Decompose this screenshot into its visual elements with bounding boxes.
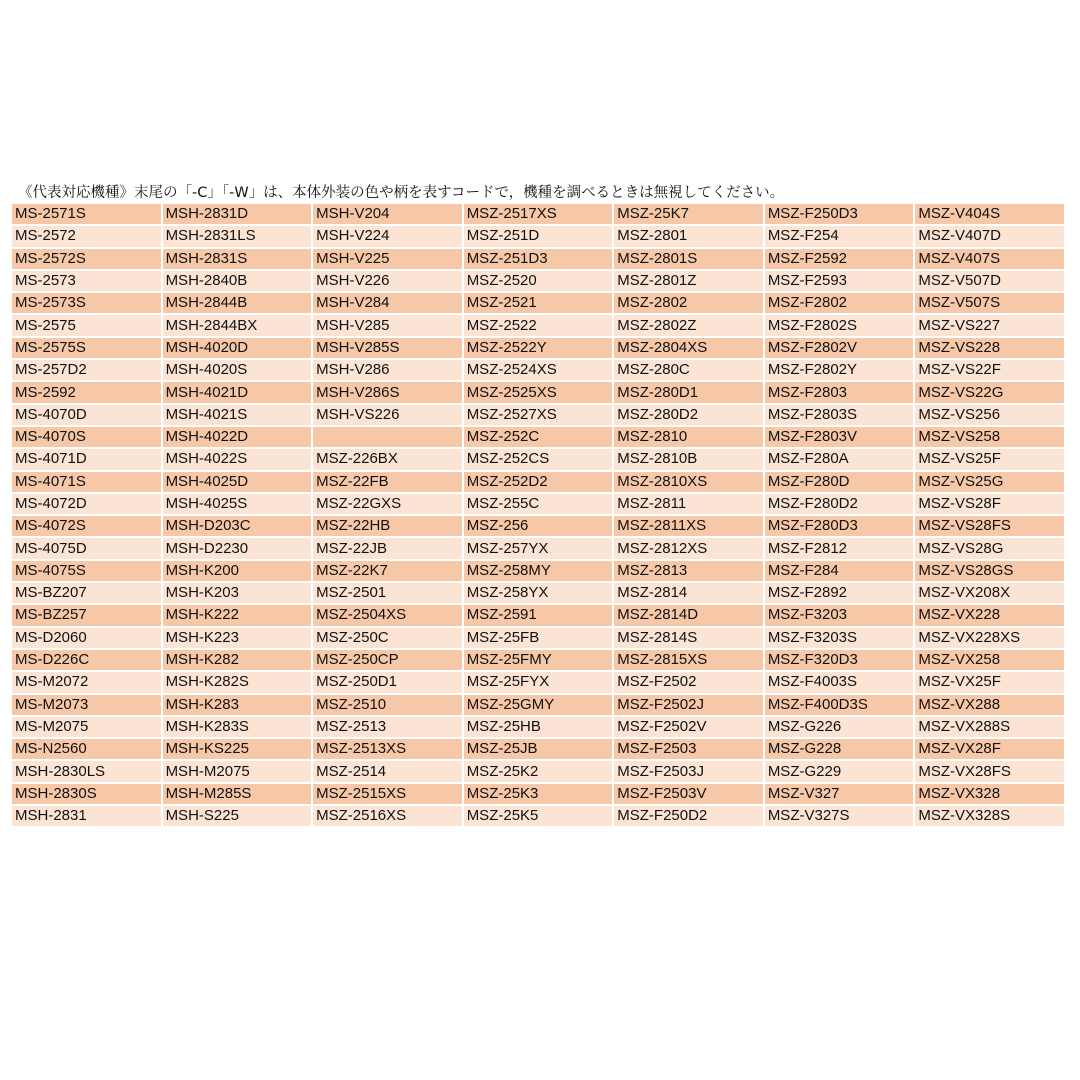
model-cell: MSZ-250CP — [313, 650, 462, 670]
model-cell: MSZ-2524XS — [464, 360, 613, 380]
model-cell: MSZ-VX208X — [915, 583, 1064, 603]
model-cell: MS-D2060 — [12, 628, 161, 648]
table-row — [12, 293, 1064, 313]
model-cell: MSZ-280C — [614, 360, 763, 380]
model-cell: MSZ-VX288 — [915, 695, 1064, 715]
model-cell: MS-2575 — [12, 315, 161, 335]
model-cell: MSZ-2802Z — [614, 315, 763, 335]
model-cell: MSZ-VX28FS — [915, 761, 1064, 781]
table-row — [12, 806, 1064, 826]
model-cell: MSZ-F2803V — [765, 427, 914, 447]
model-cell: MSZ-F280D2 — [765, 494, 914, 514]
model-cell: MSH-V224 — [313, 226, 462, 246]
model-cell: MS-4075S — [12, 561, 161, 581]
table-row — [12, 538, 1064, 558]
model-cell: MSZ-2801 — [614, 226, 763, 246]
model-cell: MS-257D2 — [12, 360, 161, 380]
model-cell: MS-2575S — [12, 338, 161, 358]
model-cell: MSZ-F280D3 — [765, 516, 914, 536]
model-cell: MSH-K203 — [163, 583, 312, 603]
model-cell: MSH-4021S — [163, 405, 312, 425]
model-cell: MS-4070D — [12, 405, 161, 425]
model-cell: MSH-4025S — [163, 494, 312, 514]
model-cell: MSH-2844B — [163, 293, 312, 313]
model-cell: MSH-K282 — [163, 650, 312, 670]
model-cell: MSH-K282S — [163, 672, 312, 692]
model-cell: MSZ-F280D — [765, 472, 914, 492]
model-cell: MSH-K200 — [163, 561, 312, 581]
model-cell: MSH-D203C — [163, 516, 312, 536]
model-cell: MSH-4022D — [163, 427, 312, 447]
table-row — [12, 605, 1064, 625]
model-cell: MSZ-2804XS — [614, 338, 763, 358]
model-cell: MSZ-F2803S — [765, 405, 914, 425]
model-cell: MSZ-F2592 — [765, 249, 914, 269]
model-cell: MSH-V286 — [313, 360, 462, 380]
table-row — [12, 449, 1064, 469]
model-cell: MS-BZ207 — [12, 583, 161, 603]
model-cell: MS-2573S — [12, 293, 161, 313]
table-row — [12, 695, 1064, 715]
compatible-models-table — [10, 202, 1066, 828]
model-cell: MSZ-2525XS — [464, 382, 613, 402]
model-cell: MSZ-2527XS — [464, 405, 613, 425]
model-cell: MSZ-2815XS — [614, 650, 763, 670]
model-cell: MSZ-2802 — [614, 293, 763, 313]
model-cell: MSZ-F2802V — [765, 338, 914, 358]
model-cell: MSH-V204 — [313, 204, 462, 224]
model-cell: MSH-2844BX — [163, 315, 312, 335]
model-cell: MSH-K283S — [163, 717, 312, 737]
model-cell: MSZ-2521 — [464, 293, 613, 313]
model-cell: MSH-V285 — [313, 315, 462, 335]
model-cell: MSZ-VS22F — [915, 360, 1064, 380]
model-cell: MSZ-G226 — [765, 717, 914, 737]
model-cell: MSZ-G229 — [765, 761, 914, 781]
model-cell: MSZ-22K7 — [313, 561, 462, 581]
model-cell: MS-2592 — [12, 382, 161, 402]
model-cell: MSH-2830LS — [12, 761, 161, 781]
model-cell: MSZ-22JB — [313, 538, 462, 558]
model-cell: MSZ-22HB — [313, 516, 462, 536]
model-cell: MSZ-2514 — [313, 761, 462, 781]
model-cell: MSH-K283 — [163, 695, 312, 715]
model-cell: MSH-K222 — [163, 605, 312, 625]
model-cell: MSH-4020D — [163, 338, 312, 358]
model-cell: MSZ-2504XS — [313, 605, 462, 625]
model-cell: MSZ-F2803 — [765, 382, 914, 402]
model-cell: MS-N2560 — [12, 739, 161, 759]
model-cell: MSZ-258MY — [464, 561, 613, 581]
model-cell: MSZ-F2892 — [765, 583, 914, 603]
model-cell: MSZ-F250D3 — [765, 204, 914, 224]
model-cell: MSZ-V407S — [915, 249, 1064, 269]
model-cell: MSZ-25K7 — [614, 204, 763, 224]
model-cell: MSH-V226 — [313, 271, 462, 291]
model-cell: MSZ-2814 — [614, 583, 763, 603]
model-cell: MSZ-25JB — [464, 739, 613, 759]
model-cell: MSZ-25FYX — [464, 672, 613, 692]
model-cell: MS-2572S — [12, 249, 161, 269]
model-cell: MSZ-2812XS — [614, 538, 763, 558]
model-cell: MSZ-VS28FS — [915, 516, 1064, 536]
model-cell: MSZ-V327 — [765, 784, 914, 804]
model-cell: MSZ-F2812 — [765, 538, 914, 558]
table-row — [12, 784, 1064, 804]
model-cell: MSZ-VS227 — [915, 315, 1064, 335]
table-row — [12, 405, 1064, 425]
model-cell: MSH-M285S — [163, 784, 312, 804]
model-cell: MSZ-2814D — [614, 605, 763, 625]
model-cell: MSZ-F250D2 — [614, 806, 763, 826]
model-cell: MSZ-250D1 — [313, 672, 462, 692]
model-cell: MSZ-25FMY — [464, 650, 613, 670]
model-cell: MSZ-VX288S — [915, 717, 1064, 737]
model-cell: MSH-V284 — [313, 293, 462, 313]
model-cell: MSZ-256 — [464, 516, 613, 536]
model-cell: MS-4072S — [12, 516, 161, 536]
model-cell: MSZ-2515XS — [313, 784, 462, 804]
model-cell: MSZ-V327S — [765, 806, 914, 826]
model-cell — [313, 427, 462, 447]
table-row — [12, 672, 1064, 692]
model-cell: MSH-2831 — [12, 806, 161, 826]
model-cell: MSH-2831D — [163, 204, 312, 224]
model-cell: MSZ-F284 — [765, 561, 914, 581]
table-row — [12, 628, 1064, 648]
model-cell: MSZ-2801Z — [614, 271, 763, 291]
model-cell: MSZ-2522Y — [464, 338, 613, 358]
model-cell: MSZ-2813 — [614, 561, 763, 581]
model-cell: MS-4075D — [12, 538, 161, 558]
model-cell: MSZ-G228 — [765, 739, 914, 759]
model-cell: MSZ-VS28G — [915, 538, 1064, 558]
model-cell: MSZ-25FB — [464, 628, 613, 648]
model-cell: MSZ-2513 — [313, 717, 462, 737]
model-cell: MSZ-2517XS — [464, 204, 613, 224]
table-row — [12, 650, 1064, 670]
model-cell: MS-2573 — [12, 271, 161, 291]
model-cell: MSZ-F2503V — [614, 784, 763, 804]
model-cell: MSZ-25K3 — [464, 784, 613, 804]
model-cell: MS-4071D — [12, 449, 161, 469]
model-cell: MSZ-25GMY — [464, 695, 613, 715]
model-cell: MSZ-VX228 — [915, 605, 1064, 625]
table-row — [12, 739, 1064, 759]
table-row — [12, 226, 1064, 246]
model-cell: MSZ-2516XS — [313, 806, 462, 826]
model-cell: MSH-KS225 — [163, 739, 312, 759]
model-cell: MSH-2830S — [12, 784, 161, 804]
model-cell: MS-BZ257 — [12, 605, 161, 625]
model-cell: MSH-4021D — [163, 382, 312, 402]
model-cell: MSZ-VX328 — [915, 784, 1064, 804]
model-cell: MS-4071S — [12, 472, 161, 492]
model-cell: MSH-V285S — [313, 338, 462, 358]
table-row — [12, 717, 1064, 737]
model-cell: MSH-4025D — [163, 472, 312, 492]
model-cell: MSZ-22GXS — [313, 494, 462, 514]
model-cell: MS-2571S — [12, 204, 161, 224]
model-cell: MSZ-F2802 — [765, 293, 914, 313]
model-cell: MSZ-252C — [464, 427, 613, 447]
model-cell: MSH-4022S — [163, 449, 312, 469]
model-cell: MSH-V286S — [313, 382, 462, 402]
model-cell: MSZ-2501 — [313, 583, 462, 603]
model-cell: MSH-4020S — [163, 360, 312, 380]
model-cell: MSZ-VS25G — [915, 472, 1064, 492]
model-cell: MSZ-F2502 — [614, 672, 763, 692]
model-cell: MSZ-VX28F — [915, 739, 1064, 759]
model-cell: MSH-2840B — [163, 271, 312, 291]
model-cell: MSZ-2510 — [313, 695, 462, 715]
model-cell: MSH-M2075 — [163, 761, 312, 781]
model-cell: MSZ-F2802S — [765, 315, 914, 335]
model-cell: MSZ-F2593 — [765, 271, 914, 291]
model-cell: MSZ-22FB — [313, 472, 462, 492]
model-cell: MSZ-2801S — [614, 249, 763, 269]
model-cell: MSZ-F280A — [765, 449, 914, 469]
model-cell: MSZ-280D1 — [614, 382, 763, 402]
model-cell: MSZ-2810XS — [614, 472, 763, 492]
table-row — [12, 338, 1064, 358]
model-cell: MSH-D2230 — [163, 538, 312, 558]
model-cell: MSZ-VS258 — [915, 427, 1064, 447]
model-cell: MSZ-F2503J — [614, 761, 763, 781]
table-row — [12, 516, 1064, 536]
table-row — [12, 271, 1064, 291]
model-cell: MSZ-VS28GS — [915, 561, 1064, 581]
model-cell: MSH-2831LS — [163, 226, 312, 246]
model-cell: MSZ-25K2 — [464, 761, 613, 781]
model-cell: MSZ-F254 — [765, 226, 914, 246]
table-row — [12, 583, 1064, 603]
model-cell: MSZ-2513XS — [313, 739, 462, 759]
model-cell: MSZ-F3203S — [765, 628, 914, 648]
model-cell: MSZ-2811XS — [614, 516, 763, 536]
model-cell: MSZ-VX328S — [915, 806, 1064, 826]
model-cell: MSZ-V507S — [915, 293, 1064, 313]
model-cell: MSZ-280D2 — [614, 405, 763, 425]
table-row — [12, 472, 1064, 492]
model-cell: MSZ-V404S — [915, 204, 1064, 224]
model-cell: MSZ-VX258 — [915, 650, 1064, 670]
table-row — [12, 494, 1064, 514]
model-cell: MSZ-2591 — [464, 605, 613, 625]
model-cell: MS-M2073 — [12, 695, 161, 715]
model-cell: MSZ-F2502V — [614, 717, 763, 737]
model-cell: MS-2572 — [12, 226, 161, 246]
model-cell: MSZ-226BX — [313, 449, 462, 469]
table-row — [12, 761, 1064, 781]
table-row — [12, 427, 1064, 447]
model-cell: MSZ-2522 — [464, 315, 613, 335]
model-cell: MSZ-F4003S — [765, 672, 914, 692]
compatibility-note: 《代表対応機種》末尾の「-C」「-W」は、本体外装の色や柄を表すコードで，機種を調べるときは無視してください。 — [18, 185, 785, 201]
model-cell: MSZ-F2502J — [614, 695, 763, 715]
model-cell: MSZ-VS256 — [915, 405, 1064, 425]
model-cell: MSZ-258YX — [464, 583, 613, 603]
model-cell: MSZ-2810B — [614, 449, 763, 469]
model-cell: MSZ-25K5 — [464, 806, 613, 826]
model-cell: MSH-2831S — [163, 249, 312, 269]
model-cell: MSH-VS226 — [313, 405, 462, 425]
model-cell: MSZ-VX25F — [915, 672, 1064, 692]
table-row — [12, 315, 1064, 335]
model-cell: MSZ-25HB — [464, 717, 613, 737]
model-cell: MSZ-251D — [464, 226, 613, 246]
model-cell: MS-M2075 — [12, 717, 161, 737]
model-cell: MS-M2072 — [12, 672, 161, 692]
model-cell: MSZ-2810 — [614, 427, 763, 447]
model-cell: MSZ-VS228 — [915, 338, 1064, 358]
model-cell: MSH-S225 — [163, 806, 312, 826]
model-cell: MSZ-F400D3S — [765, 695, 914, 715]
table-row — [12, 249, 1064, 269]
table-row — [12, 360, 1064, 380]
model-cell: MSZ-2814S — [614, 628, 763, 648]
model-cell: MSZ-V407D — [915, 226, 1064, 246]
table-row — [12, 561, 1064, 581]
model-cell: MSZ-255C — [464, 494, 613, 514]
model-cell: MSZ-F2503 — [614, 739, 763, 759]
model-cell: MS-4072D — [12, 494, 161, 514]
model-cell: MSZ-V507D — [915, 271, 1064, 291]
model-cell: MSZ-252D2 — [464, 472, 613, 492]
table-row — [12, 204, 1064, 224]
model-cell: MSZ-VX228XS — [915, 628, 1064, 648]
model-cell: MSH-V225 — [313, 249, 462, 269]
model-cell: MSZ-F2802Y — [765, 360, 914, 380]
model-cell: MSZ-F3203 — [765, 605, 914, 625]
model-cell: MSZ-2520 — [464, 271, 613, 291]
model-table-body — [12, 204, 1064, 826]
model-cell: MSZ-252CS — [464, 449, 613, 469]
model-cell: MSZ-2811 — [614, 494, 763, 514]
model-cell: MS-4070S — [12, 427, 161, 447]
model-cell: MS-D226C — [12, 650, 161, 670]
model-cell: MSZ-250C — [313, 628, 462, 648]
model-cell: MSZ-VS25F — [915, 449, 1064, 469]
table-row — [12, 382, 1064, 402]
model-cell: MSZ-VS22G — [915, 382, 1064, 402]
model-cell: MSZ-VS28F — [915, 494, 1064, 514]
model-cell: MSZ-251D3 — [464, 249, 613, 269]
model-cell: MSH-K223 — [163, 628, 312, 648]
model-cell: MSZ-257YX — [464, 538, 613, 558]
model-cell: MSZ-F320D3 — [765, 650, 914, 670]
